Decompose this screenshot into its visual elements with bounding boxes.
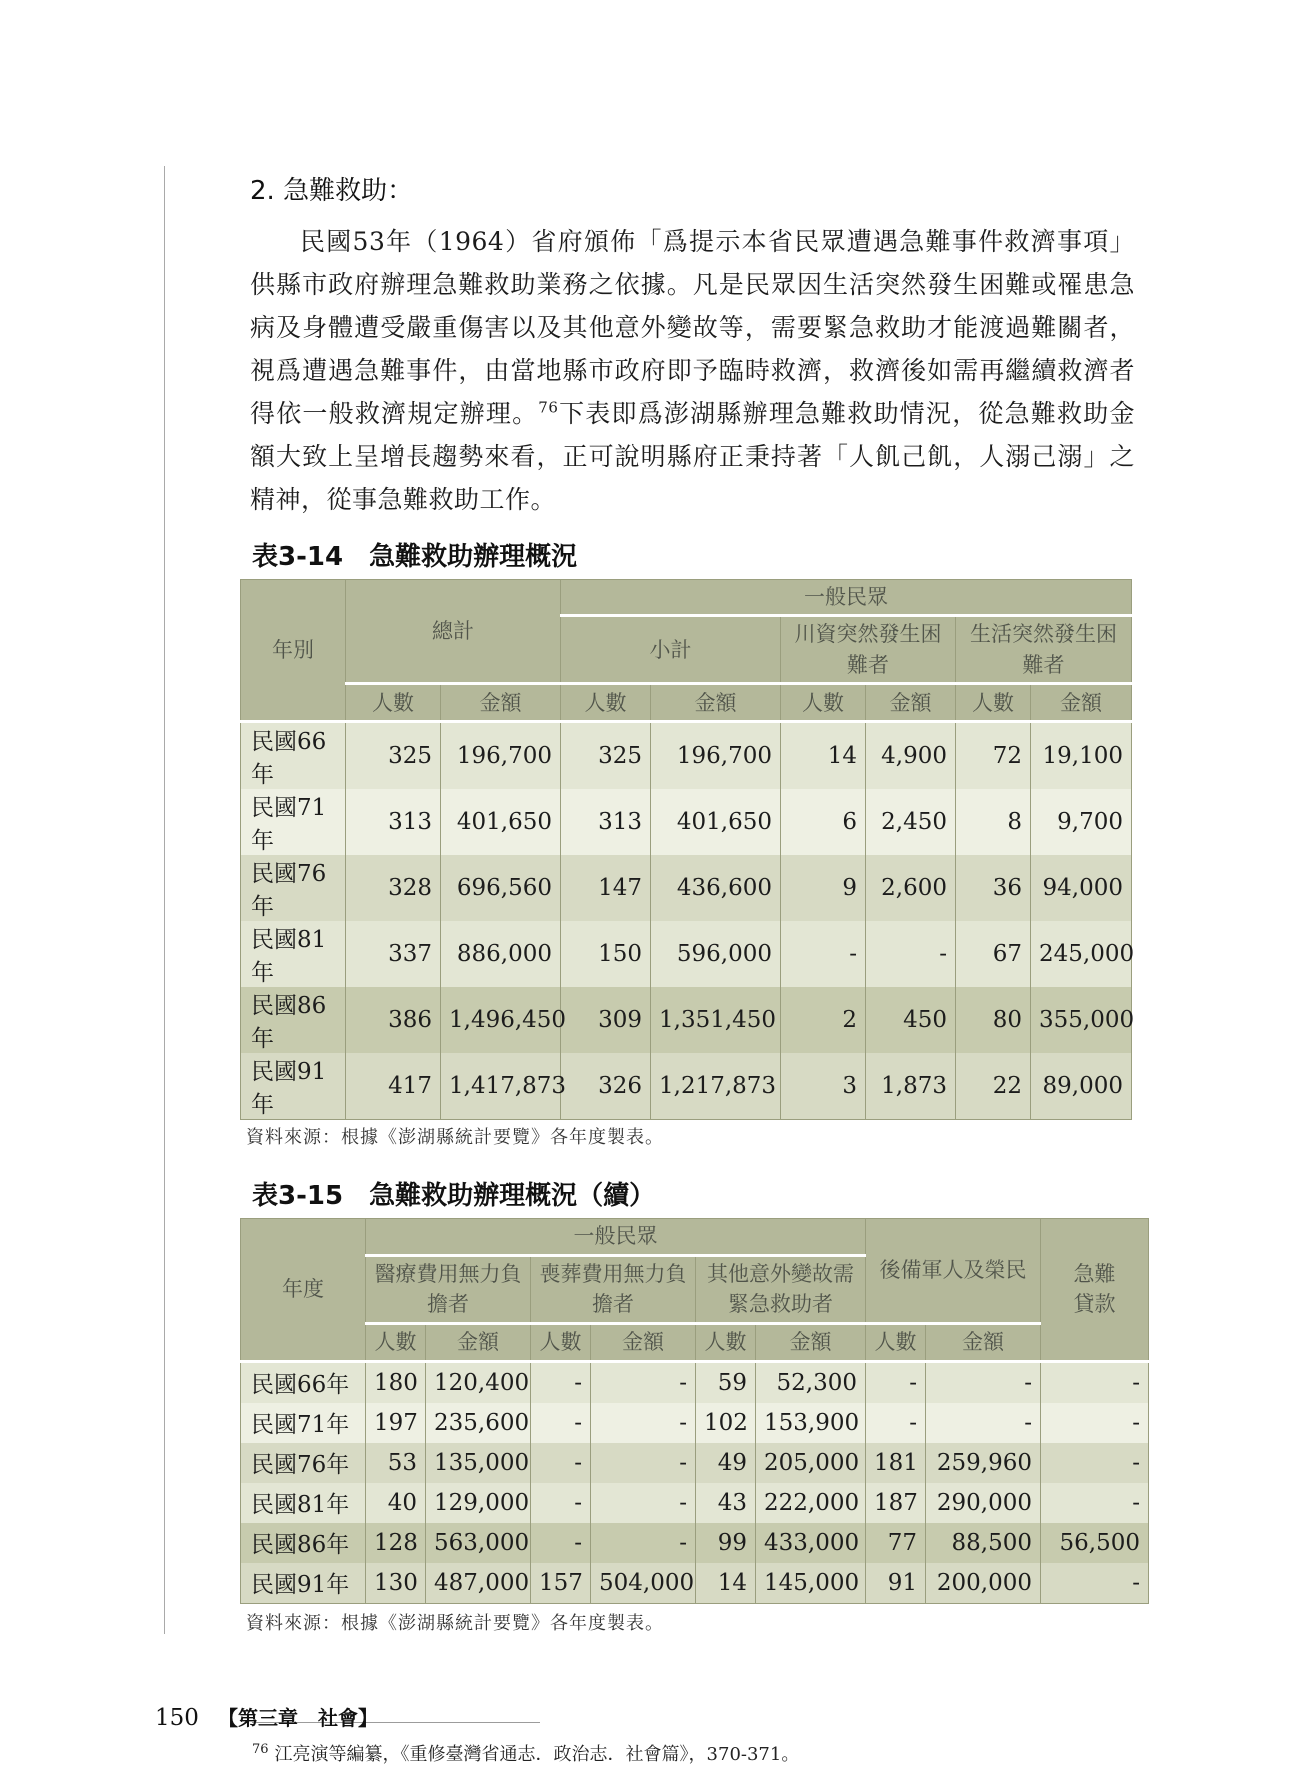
other-amount-cell: 433,000 xyxy=(756,1523,866,1563)
total-amount-cell: 886,000 xyxy=(441,921,561,987)
table-row xyxy=(241,987,1132,1053)
veterans-people-cell: - xyxy=(866,1403,926,1443)
veterans-people-cell: 77 xyxy=(866,1523,926,1563)
header-amount: 金額 xyxy=(591,1323,696,1361)
veterans-people-cell: 187 xyxy=(866,1483,926,1523)
livelihood-amount-cell: 245,000 xyxy=(1031,921,1132,987)
table-row xyxy=(241,1443,1149,1483)
left-margin-rule xyxy=(164,166,165,1634)
page-footer xyxy=(155,1702,378,1731)
header-year: 年度 xyxy=(241,1219,366,1361)
subtotal-people-cell: 150 xyxy=(561,921,651,987)
total-people-cell: 313 xyxy=(346,789,441,855)
travel-people-cell: 6 xyxy=(781,789,866,855)
other-people-cell: 99 xyxy=(696,1523,756,1563)
medical-amount-cell: 563,000 xyxy=(426,1523,531,1563)
year-cell: 民國66年 xyxy=(241,1361,366,1403)
subtotal-amount-cell: 196,700 xyxy=(651,722,781,790)
medical-people-cell: 40 xyxy=(366,1483,426,1523)
veterans-people-cell: 181 xyxy=(866,1443,926,1483)
header-people: 人數 xyxy=(561,684,651,722)
veterans-people-cell: - xyxy=(866,1361,926,1403)
funeral-people-cell: - xyxy=(531,1443,591,1483)
header-amount: 金額 xyxy=(651,684,781,722)
year-cell: 民國76年 xyxy=(241,1443,366,1483)
loan-cell: - xyxy=(1041,1403,1149,1443)
veterans-amount-cell: 200,000 xyxy=(926,1563,1041,1604)
header-livelihood-difficulty: 生活突然發生困難者 xyxy=(956,616,1132,684)
other-amount-cell: 153,900 xyxy=(756,1403,866,1443)
subtotal-people-cell: 325 xyxy=(561,722,651,790)
footnote xyxy=(252,1737,1160,1768)
travel-people-cell: - xyxy=(781,921,866,987)
year-cell: 民國91年 xyxy=(241,1053,346,1120)
year-cell: 民國86年 xyxy=(241,987,346,1053)
travel-amount-cell: 2,450 xyxy=(866,789,956,855)
table1-source-note: 資料來源：根據《澎湖縣統計要覽》各年度製表。 xyxy=(246,1127,664,1149)
section-heading: 2. 急難救助： xyxy=(250,176,414,206)
header-people: 人數 xyxy=(781,684,866,722)
header-emergency-loan-label: 急難貸款 xyxy=(1073,1262,1116,1317)
livelihood-amount-cell: 89,000 xyxy=(1031,1053,1132,1120)
footnote-marker: 76 xyxy=(252,1741,269,1757)
year-cell: 民國86年 xyxy=(241,1523,366,1563)
funeral-amount-cell: - xyxy=(591,1443,696,1483)
loan-cell: - xyxy=(1041,1361,1149,1403)
table-3-14 xyxy=(240,579,1135,1120)
year-cell: 民國71年 xyxy=(241,789,346,855)
header-year: 年別 xyxy=(241,580,346,722)
header-funeral-unaffordable: 喪葬費用無力負擔者 xyxy=(531,1255,696,1323)
travel-people-cell: 3 xyxy=(781,1053,866,1120)
year-cell: 民國81年 xyxy=(241,1483,366,1523)
total-people-cell: 417 xyxy=(346,1053,441,1120)
funeral-amount-cell: - xyxy=(591,1483,696,1523)
table-row xyxy=(241,722,1132,790)
medical-amount-cell: 487,000 xyxy=(426,1563,531,1604)
year-cell: 民國71年 xyxy=(241,1403,366,1443)
funeral-people-cell: 157 xyxy=(531,1563,591,1604)
veterans-amount-cell: 259,960 xyxy=(926,1443,1041,1483)
table2-caption xyxy=(252,1180,1160,1212)
veterans-amount-cell: 290,000 xyxy=(926,1483,1041,1523)
header-people: 人數 xyxy=(346,684,441,722)
footnote-text-before: 江亮演等編纂， xyxy=(274,1743,401,1765)
travel-people-cell: 2 xyxy=(781,987,866,1053)
other-amount-cell: 222,000 xyxy=(756,1483,866,1523)
travel-people-cell: 9 xyxy=(781,855,866,921)
table-row xyxy=(241,921,1132,987)
header-general-public: 一般民眾 xyxy=(561,580,1132,616)
table2-caption-label: 表3-15 xyxy=(252,1181,344,1212)
header-subtotal: 小計 xyxy=(561,616,781,684)
table-row xyxy=(241,789,1132,855)
subtotal-amount-cell: 436,600 xyxy=(651,855,781,921)
livelihood-amount-cell: 355,000 xyxy=(1031,987,1132,1053)
subtotal-amount-cell: 1,351,450 xyxy=(651,987,781,1053)
year-cell: 民國81年 xyxy=(241,921,346,987)
other-amount-cell: 205,000 xyxy=(756,1443,866,1483)
header-total: 總計 xyxy=(346,580,561,684)
table2-header xyxy=(241,1219,1149,1361)
other-amount-cell: 52,300 xyxy=(756,1361,866,1403)
livelihood-people-cell: 8 xyxy=(956,789,1031,855)
other-people-cell: 49 xyxy=(696,1443,756,1483)
total-amount-cell: 696,560 xyxy=(441,855,561,921)
chapter-label: 【第三章 社會】 xyxy=(218,1706,378,1730)
other-people-cell: 102 xyxy=(696,1403,756,1443)
funeral-people-cell: - xyxy=(531,1523,591,1563)
medical-people-cell: 197 xyxy=(366,1403,426,1443)
header-amount: 金額 xyxy=(426,1323,531,1361)
total-amount-cell: 196,700 xyxy=(441,722,561,790)
subtotal-amount-cell: 401,650 xyxy=(651,789,781,855)
other-people-cell: 59 xyxy=(696,1361,756,1403)
medical-amount-cell: 129,000 xyxy=(426,1483,531,1523)
header-people: 人數 xyxy=(956,684,1031,722)
table-row xyxy=(241,1563,1149,1604)
table-row xyxy=(241,855,1132,921)
medical-amount-cell: 135,000 xyxy=(426,1443,531,1483)
subtotal-amount-cell: 596,000 xyxy=(651,921,781,987)
funeral-amount-cell: - xyxy=(591,1403,696,1443)
total-people-cell: 386 xyxy=(346,987,441,1053)
header-amount: 金額 xyxy=(926,1323,1041,1361)
header-other-accidents: 其他意外變故需緊急救助者 xyxy=(696,1255,866,1323)
header-general-public: 一般民眾 xyxy=(366,1219,866,1255)
total-people-cell: 337 xyxy=(346,921,441,987)
body-paragraph xyxy=(250,220,1135,521)
subtotal-people-cell: 147 xyxy=(561,855,651,921)
travel-amount-cell: 450 xyxy=(866,987,956,1053)
travel-amount-cell: - xyxy=(866,921,956,987)
year-cell: 民國66年 xyxy=(241,722,346,790)
loan-cell: 56,500 xyxy=(1041,1523,1149,1563)
other-people-cell: 43 xyxy=(696,1483,756,1523)
total-people-cell: 328 xyxy=(346,855,441,921)
year-cell: 民國76年 xyxy=(241,855,346,921)
livelihood-people-cell: 36 xyxy=(956,855,1031,921)
table-row xyxy=(241,1403,1149,1443)
total-amount-cell: 401,650 xyxy=(441,789,561,855)
header-people: 人數 xyxy=(696,1323,756,1361)
footnote-reference: 76 xyxy=(538,398,559,417)
livelihood-people-cell: 22 xyxy=(956,1053,1031,1120)
table-3-15 xyxy=(240,1218,1149,1603)
total-amount-cell: 1,496,450 xyxy=(441,987,561,1053)
livelihood-people-cell: 80 xyxy=(956,987,1031,1053)
header-amount: 金額 xyxy=(1031,684,1132,722)
funeral-people-cell: - xyxy=(531,1483,591,1523)
table2-source-note: 資料來源：根據《澎湖縣統計要覽》各年度製表。 xyxy=(246,1612,664,1634)
paragraph-text-part2: 下表即爲澎湖縣辦理急難救助情況，從急難救助金額大致上呈增長趨勢來看，正可說明縣府正秉持著「人飢己飢，人溺己溺」之精神，從事急難救助工作。 xyxy=(250,399,1135,514)
header-emergency-loan xyxy=(1041,1219,1149,1361)
page-number: 150 xyxy=(155,1705,199,1731)
table1-body xyxy=(241,722,1135,1120)
other-amount-cell: 145,000 xyxy=(756,1563,866,1604)
year-cell: 民國91年 xyxy=(241,1563,366,1604)
paragraph-text-part1: 民國53年（1964）省府頒佈「爲提示本省民眾遭遇急難事件救濟事項」供縣市政府辦理急難救助業務之依據。凡是民眾因生活突然發生困難或罹患急病及身體遭受嚴重傷害以及其他意外變故等，需要緊急救助才能渡過難關者，視爲遭遇急難事件，由當地縣市政府即予臨時救濟，救濟後如需再繼續救濟者得依一般救濟規定辦理。 xyxy=(250,227,1135,428)
table1-caption-label: 表3-14 xyxy=(252,542,344,572)
header-medical-unaffordable: 醫療費用無力負擔者 xyxy=(366,1255,531,1323)
funeral-people-cell: - xyxy=(531,1361,591,1403)
medical-amount-cell: 235,600 xyxy=(426,1403,531,1443)
veterans-amount-cell: 88,500 xyxy=(926,1523,1041,1563)
header-people: 人數 xyxy=(366,1323,426,1361)
header-amount: 金額 xyxy=(866,684,956,722)
medical-people-cell: 53 xyxy=(366,1443,426,1483)
subtotal-people-cell: 313 xyxy=(561,789,651,855)
table-row xyxy=(241,1523,1149,1563)
subtotal-people-cell: 309 xyxy=(561,987,651,1053)
travel-amount-cell: 1,873 xyxy=(866,1053,956,1120)
total-amount-cell: 1,417,873 xyxy=(441,1053,561,1120)
loan-cell: - xyxy=(1041,1563,1149,1604)
travel-people-cell: 14 xyxy=(781,722,866,790)
veterans-amount-cell: - xyxy=(926,1403,1041,1443)
table1-caption-title: 急難救助辦理概況 xyxy=(369,542,578,572)
table2-caption-title: 急難救助辦理概況（續） xyxy=(369,1181,656,1212)
funeral-amount-cell: 504,000 xyxy=(591,1563,696,1604)
table1-caption xyxy=(252,541,1160,573)
funeral-people-cell: - xyxy=(531,1403,591,1443)
subtotal-people-cell: 326 xyxy=(561,1053,651,1120)
header-people: 人數 xyxy=(531,1323,591,1361)
header-amount: 金額 xyxy=(756,1323,866,1361)
medical-people-cell: 130 xyxy=(366,1563,426,1604)
header-travel-difficulty: 川資突然發生困難者 xyxy=(781,616,956,684)
medical-people-cell: 180 xyxy=(366,1361,426,1403)
funeral-amount-cell: - xyxy=(591,1361,696,1403)
livelihood-amount-cell: 94,000 xyxy=(1031,855,1132,921)
footnote-text-after: ，370-371。 xyxy=(688,1743,800,1765)
veterans-amount-cell: - xyxy=(926,1361,1041,1403)
veterans-people-cell: 91 xyxy=(866,1563,926,1604)
total-people-cell: 325 xyxy=(346,722,441,790)
footnote-book-title: 《重修臺灣省通志．政治志．社會篇》 xyxy=(400,1743,689,1765)
table-row xyxy=(241,1053,1132,1120)
table-row xyxy=(241,1361,1149,1403)
other-people-cell: 14 xyxy=(696,1563,756,1604)
medical-amount-cell: 120,400 xyxy=(426,1361,531,1403)
livelihood-people-cell: 67 xyxy=(956,921,1031,987)
loan-cell: - xyxy=(1041,1443,1149,1483)
medical-people-cell: 128 xyxy=(366,1523,426,1563)
livelihood-people-cell: 72 xyxy=(956,722,1031,790)
table-row xyxy=(241,1483,1149,1523)
funeral-amount-cell: - xyxy=(591,1523,696,1563)
livelihood-amount-cell: 19,100 xyxy=(1031,722,1132,790)
header-amount: 金額 xyxy=(441,684,561,722)
travel-amount-cell: 4,900 xyxy=(866,722,956,790)
travel-amount-cell: 2,600 xyxy=(866,855,956,921)
header-people: 人數 xyxy=(866,1323,926,1361)
table1-header xyxy=(241,580,1132,722)
header-veterans: 後備軍人及榮民 xyxy=(866,1219,1041,1323)
subtotal-amount-cell: 1,217,873 xyxy=(651,1053,781,1120)
loan-cell: - xyxy=(1041,1483,1149,1523)
table2-body xyxy=(241,1361,1149,1603)
livelihood-amount-cell: 9,700 xyxy=(1031,789,1132,855)
